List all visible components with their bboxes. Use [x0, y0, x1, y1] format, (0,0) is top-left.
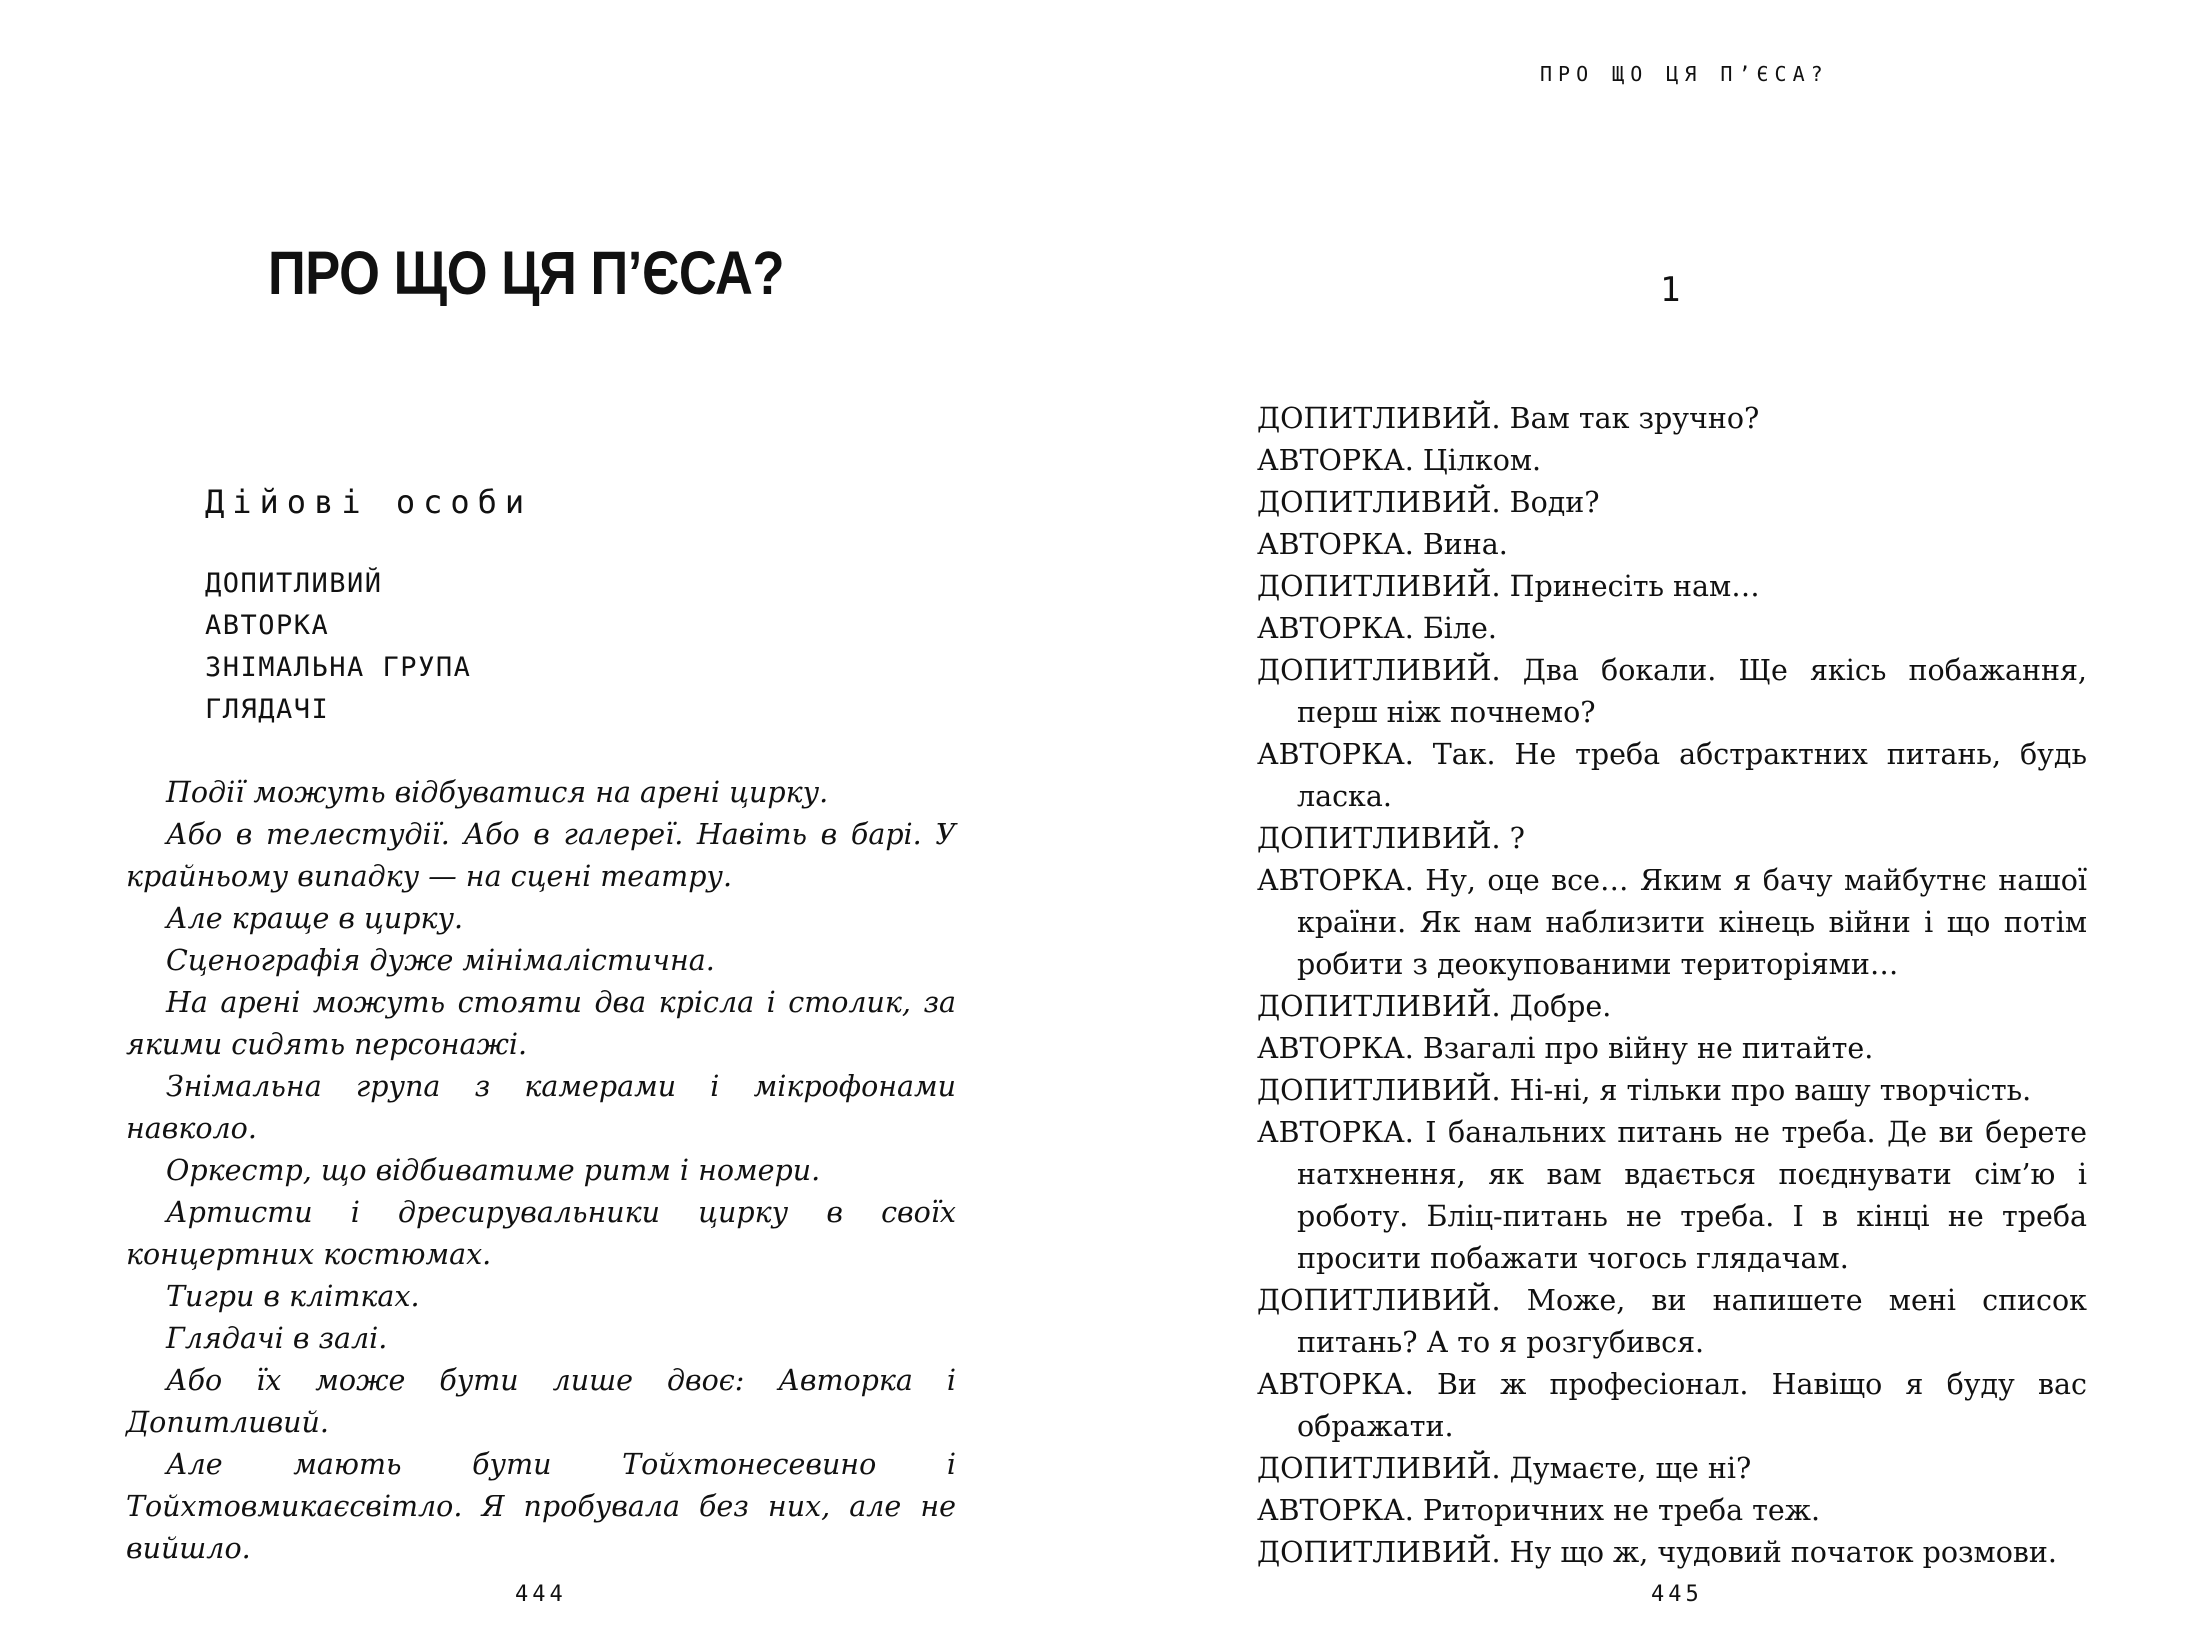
- dialogue-line: ДОПИТЛИВИЙ. Добре.: [1257, 990, 1612, 1023]
- dialogue-line: АВТОРКА. Так. Не треба абстрактних питань, будь ласка.: [1257, 738, 2087, 813]
- page-number-right: 445: [1651, 1582, 1703, 1607]
- stage-note: Артисти і дресирувальники цирку в своїх концертних костюмах.: [126, 1196, 956, 1271]
- dialogue-line: ДОПИТЛИВИЙ. Ну що ж, чудовий початок розмови.: [1257, 1536, 2057, 1569]
- stage-note: Події можуть відбуватися на арені цирку.: [166, 776, 829, 809]
- stage-note: Але мають бути Тойхтонесевино і Тойхтовмикаєсвітло. Я пробувала без них, але не вийшло.: [126, 1448, 956, 1565]
- dialogue-line: АВТОРКА. Взагалі про війну не питайте.: [1257, 1032, 1874, 1065]
- scene-number: 1: [1660, 270, 1681, 310]
- cast-list: [205, 563, 471, 731]
- dialogue-line: ДОПИТЛИВИЙ. Думаєте, ще ні?: [1257, 1452, 1752, 1485]
- dialogue: [1257, 398, 2087, 1574]
- right-page: [1100, 0, 2200, 1650]
- dialogue-line: АВТОРКА. Біле.: [1257, 612, 1497, 645]
- stage-note: Знімальна група з камерами і мікрофонами навколо.: [126, 1070, 956, 1145]
- dialogue-line: АВТОРКА. Цілком.: [1257, 444, 1542, 477]
- dialogue-line: ДОПИТЛИВИЙ. Може, ви напишете мені список питань? А то я розгубився.: [1257, 1284, 2087, 1359]
- dialogue-line: АВТОРКА. Риторичних не треба теж.: [1257, 1494, 1821, 1527]
- dialogue-line: ДОПИТЛИВИЙ. Води?: [1257, 486, 1600, 519]
- chapter-title: ПРО ЩО ЦЯ П’ЄСА?: [268, 239, 785, 307]
- cast-member: АВТОРКА: [205, 610, 330, 641]
- dialogue-line: ДОПИТЛИВИЙ. ?: [1257, 822, 1525, 855]
- cast-member: ДОПИТЛИВИЙ: [205, 568, 383, 599]
- stage-note: Сценографія дуже мінімалістична.: [166, 944, 715, 977]
- dialogue-line: АВТОРКА. І банальних питань не треба. Де ви берете натхнення, як вам вдається поєднувати сім’ю і роботу. Бліц-питань не треба. І в кінці не треба просити побажати чогось глядачам.: [1257, 1116, 2087, 1275]
- dialogue-line: АВТОРКА. Вина.: [1257, 528, 1508, 561]
- stage-note: Глядачі в залі.: [166, 1322, 388, 1355]
- dialogue-line: АВТОРКА. Ну, оце все… Яким я бачу майбутнє нашої країни. Як нам наблизити кінець війни і що потім робити з деокупованими територіями…: [1257, 864, 2087, 981]
- dialogue-line: АВТОРКА. Ви ж професіонал. Навіщо я буду вас ображати.: [1257, 1368, 2087, 1443]
- dialogue-line: ДОПИТЛИВИЙ. Ні-ні, я тільки про вашу творчість.: [1257, 1074, 2032, 1107]
- stage-note: Але краще в цирку.: [166, 902, 464, 935]
- stage-note: Оркестр, що відбиватиме ритм і номери.: [166, 1154, 821, 1187]
- stage-note: Або їх може бути лише двоє: Авторка і Допитливий.: [126, 1364, 956, 1439]
- stage-note: Тигри в клітках.: [166, 1280, 420, 1313]
- stage-note: На арені можуть стояти два крісла і столик, за якими сидять персонажі.: [126, 986, 956, 1061]
- page-number-left: 444: [515, 1582, 567, 1607]
- dialogue-line: ДОПИТЛИВИЙ. Вам так зручно?: [1257, 402, 1760, 435]
- cast-member: ГЛЯДАЧІ: [205, 694, 330, 725]
- dialogue-line: ДОПИТЛИВИЙ. Принесіть нам…: [1257, 570, 1760, 603]
- running-head: ПРО ЩО ЦЯ П’ЄСА?: [1540, 62, 1829, 86]
- cast-heading: Дійові особи: [205, 483, 533, 521]
- stage-directions: [126, 772, 956, 1570]
- stage-note: Або в телестудії. Або в галереї. Навіть в барі. У крайньому випадку — на сцені театру.: [126, 818, 956, 893]
- cast-member: ЗНІМАЛЬНА ГРУПА: [205, 652, 472, 683]
- dialogue-line: ДОПИТЛИВИЙ. Два бокали. Ще якісь побажання, перш ніж почнемо?: [1257, 654, 2087, 729]
